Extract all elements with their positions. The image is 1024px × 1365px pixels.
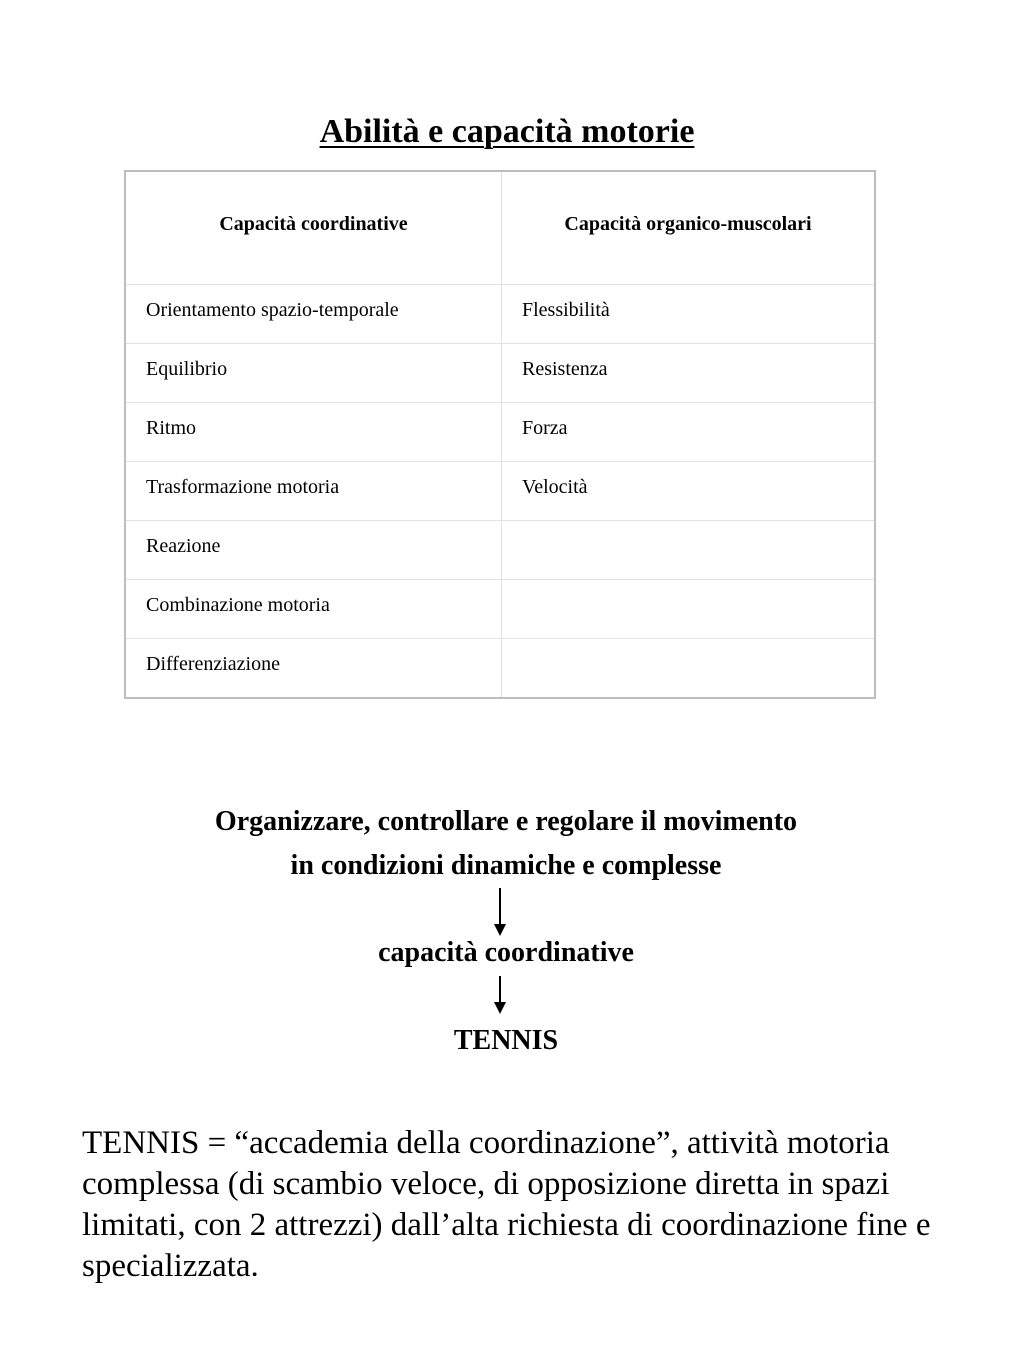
table-cell [502, 580, 876, 639]
table-cell: Resistenza [502, 344, 876, 403]
description-paragraph: TENNIS = “accademia della coordinazione”, attività motoria complessa (di scambio veloce, di opposizione diretta in spazi limitati, con 2 attrezzi) dall’alta richiesta di coordinazione fine e specializzata. [82, 1125, 931, 1284]
flow-heading-line-2: in condizioni dinamiche e complesse [290, 850, 722, 881]
table-cell: Velocità [502, 462, 876, 521]
table-cell [502, 639, 876, 698]
table-row [125, 580, 875, 639]
table-row [125, 403, 875, 462]
table-row [125, 285, 875, 344]
arrow-down-icon [492, 976, 508, 1014]
table-header-row [125, 171, 875, 285]
table-row [125, 521, 875, 580]
table-row [125, 639, 875, 698]
table-cell: Ritmo [125, 403, 502, 462]
column-header-coordinative: Capacità coordinative [125, 171, 502, 285]
flow-step-tennis: TENNIS [453, 1025, 559, 1056]
flow-step-coordinative: capacità coordinative [378, 937, 634, 968]
capacity-table [124, 170, 876, 699]
page-title: Abilità e capacità motorie [319, 113, 695, 150]
table-cell: Equilibrio [125, 344, 502, 403]
table-cell: Differenziazione [125, 639, 502, 698]
table-cell: Flessibilità [502, 285, 876, 344]
table-cell: Combinazione motoria [125, 580, 502, 639]
column-header-organic-muscular: Capacità organico-muscolari [502, 171, 876, 285]
arrow-down-icon [492, 888, 508, 936]
table-cell: Orientamento spazio-temporale [125, 285, 502, 344]
flow-heading-line-1: Organizzare, controllare e regolare il movimento [214, 806, 798, 837]
table-cell: Trasformazione motoria [125, 462, 502, 521]
table-cell [502, 521, 876, 580]
table-row [125, 462, 875, 521]
table-row [125, 344, 875, 403]
table-cell: Forza [502, 403, 876, 462]
table-cell: Reazione [125, 521, 502, 580]
